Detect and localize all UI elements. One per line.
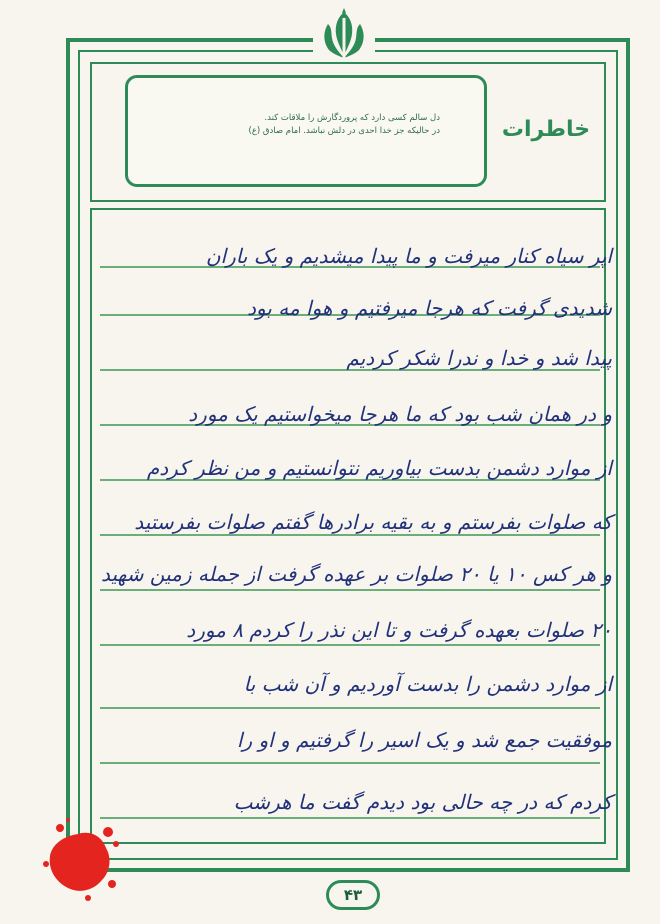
- page-title: خاطرات: [501, 116, 591, 142]
- quote-line-2: در حالیکه جز خدا احدی در دلش نباشد. امام صادق (ع): [248, 126, 440, 136]
- handwritten-line: از موارد دشمن بدست بیاوریم نتوانستیم و من نظر کردم: [146, 456, 612, 480]
- handwritten-line: که صلوات بفرستم و به بقیه برادرها گفتم صلوات بفرستید: [134, 510, 612, 534]
- handwritten-line: اپر سیاه کنار میرفت و ما پیدا میشدیم و یک باران: [205, 244, 612, 268]
- handwritten-line: و هر کس ۱۰ یا ۲۰ صلوات بر عهده گرفت از جمله زمین شهید: [101, 562, 612, 586]
- handwritten-line: ۲۰ صلوات بعهده گرفت و تا این نذر را کردم ۸ مورد: [186, 618, 612, 642]
- handwritten-line: و در همان شب بود که ما هرجا میخواستیم یک مورد: [188, 402, 612, 426]
- handwritten-line: شدیدی گرفت که هرجا میرفتیم و هوا مه بود: [247, 296, 612, 320]
- red-ink-stain-icon: [38, 814, 124, 904]
- handwritten-line: از موارد دشمن را بدست آوردیم و آن شب با: [243, 672, 612, 696]
- emblem-icon: [313, 4, 375, 64]
- handwritten-line: پیدا شد و خدا و ندرا شکر کردیم: [346, 346, 612, 370]
- quote-line-1: دل سالم کسی دارد که پروردگارش را ملاقات کند.: [264, 113, 440, 123]
- title-tab: [490, 98, 602, 160]
- page-number: ۴۳: [343, 886, 363, 904]
- page-number-badge: [326, 880, 380, 910]
- handwritten-line: موفقیت جمع شد و یک اسیر را گرفتیم و او را: [236, 728, 612, 752]
- handwritten-line: کردم که در چه حالی بود دیدم گفت ما هرشب: [233, 790, 612, 814]
- hadith-quote: [140, 112, 440, 138]
